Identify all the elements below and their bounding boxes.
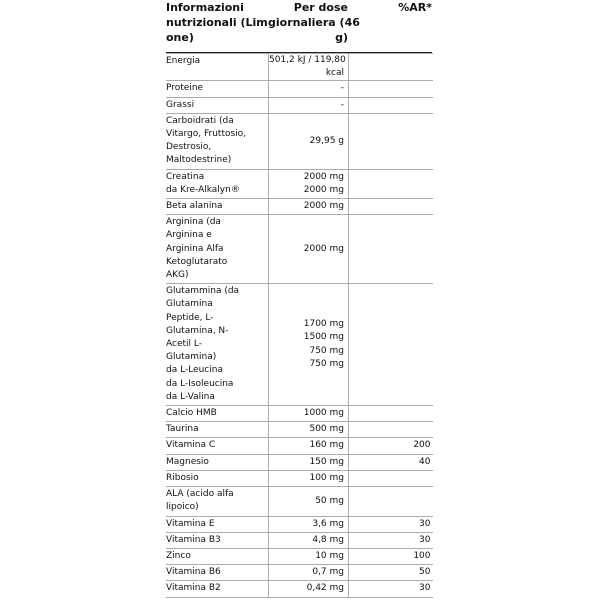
nutrient-name: [166, 516, 269, 532]
dose-value-line: 501,2 kJ / 119,80: [269, 55, 346, 65]
dose-value-line: 29,95 g: [309, 135, 344, 146]
nutrient-name: [166, 581, 269, 597]
table-row: [166, 113, 433, 169]
dose-value: [269, 169, 349, 198]
dose-value-line: 2000 mg: [303, 201, 344, 212]
header-ar-percent: %AR*: [398, 1, 432, 14]
nutrient-name-line: Peptide, L-: [166, 312, 214, 323]
nutrient-name-line: da L-Valina: [166, 391, 215, 402]
nutrient-name-line: Ketoglutarato: [166, 256, 228, 267]
header-col1-line: Informazioni: [166, 1, 244, 14]
table-row: [166, 199, 433, 215]
nutrient-name: [166, 565, 269, 581]
nutrient-name-line: Vitamina B2: [166, 583, 221, 594]
ar-value: 30: [349, 516, 433, 532]
header-col1-line: nutrizionali (Lim: [166, 16, 268, 29]
dose-value-line: 4,8 mg: [312, 534, 344, 545]
dose-value: [269, 406, 349, 422]
dose-value: [269, 516, 349, 532]
ar-value: [349, 81, 433, 97]
nutrient-name-line: Magnesio: [166, 456, 209, 467]
dose-value-line: 0,42 mg: [306, 583, 344, 594]
ar-value: [349, 406, 433, 422]
ar-value: [349, 487, 433, 516]
nutrient-name-line: Glutamina: [166, 299, 213, 310]
nutrition-rows: [166, 53, 433, 598]
ar-value: [349, 215, 433, 284]
ar-value: 40: [349, 454, 433, 470]
nutrient-name: [166, 532, 269, 548]
nutrient-name-line: lipoico): [166, 502, 199, 513]
table-header: [166, 0, 432, 53]
nutrient-name: [166, 454, 269, 470]
nutrient-name-line: Taurina: [166, 424, 199, 435]
dose-value: [269, 81, 349, 97]
dose-value-line: 1000 mg: [303, 408, 344, 419]
ar-value: 30: [349, 581, 433, 597]
table-row: [166, 565, 433, 581]
dose-value-line: 750 mg: [309, 345, 344, 356]
dose-value: [269, 454, 349, 470]
table-row: [166, 97, 433, 113]
table-row: [166, 438, 433, 454]
ar-value: [349, 199, 433, 215]
ar-value: 100: [349, 548, 433, 564]
nutrient-name-line: Vitamina B3: [166, 534, 221, 545]
nutrient-name-line: da L-Leucina: [166, 365, 223, 376]
nutrient-name-line: Energia: [166, 56, 201, 66]
dose-value: [269, 199, 349, 215]
header-nutrition-info: [166, 0, 268, 52]
nutrient-name: [166, 199, 269, 215]
nutrient-name-line: ALA (acido alfa: [166, 489, 234, 500]
nutrient-name-line: Carboidrati (da: [166, 115, 234, 126]
dose-value: [269, 113, 349, 169]
ar-value: [349, 470, 433, 486]
nutrient-name-line: Glutamina): [166, 352, 217, 363]
table-row: [166, 487, 433, 516]
table-row: [166, 406, 433, 422]
nutrient-name-line: Arginina Alfa: [166, 243, 224, 254]
ar-value: [349, 169, 433, 198]
dose-value: [269, 581, 349, 597]
ar-value: 30: [349, 532, 433, 548]
ar-value: [349, 284, 433, 406]
header-col1-line: one): [166, 31, 194, 44]
dose-value: [269, 487, 349, 516]
nutrient-name: [166, 97, 269, 113]
nutrient-name: [166, 169, 269, 198]
dose-value: [269, 215, 349, 284]
nutrition-table: [166, 0, 432, 598]
nutrient-name-line: Proteine: [166, 83, 204, 94]
dose-value: [269, 438, 349, 454]
table-row: [166, 169, 433, 198]
nutrient-name: [166, 422, 269, 438]
dose-value-line: 150 mg: [309, 456, 344, 467]
dose-value: [269, 54, 349, 81]
nutrient-name: [166, 487, 269, 516]
table-row: [166, 54, 433, 81]
dose-value-line: 160 mg: [309, 440, 344, 451]
nutrient-name-line: Acetil L-: [166, 339, 202, 350]
nutrient-name: [166, 470, 269, 486]
ar-value: 200: [349, 438, 433, 454]
nutrient-name: [166, 113, 269, 169]
header-col2-line: Per dose: [293, 1, 348, 14]
dose-value-line: 2000 mg: [303, 184, 344, 195]
dose-value-line: 1700 mg: [303, 319, 344, 330]
table-row: [166, 548, 433, 564]
nutrient-name: [166, 284, 269, 406]
dose-value: [269, 532, 349, 548]
nutrient-name-line: Ribosio: [166, 472, 199, 483]
header-per-dose: [268, 0, 360, 52]
nutrient-name: [166, 81, 269, 97]
header-col2-line: g): [335, 31, 348, 44]
dose-value-line: 3,6 mg: [312, 518, 344, 529]
nutrient-name-line: Glutamina, N-: [166, 325, 229, 336]
nutrient-name-line: Vitamina E: [166, 518, 215, 529]
dose-value: [269, 565, 349, 581]
dose-value-line: -: [340, 99, 344, 110]
dose-value-line: 0,7 mg: [312, 567, 344, 578]
dose-value: [269, 548, 349, 564]
nutrient-name-line: Maltodestrine): [166, 155, 232, 166]
table-row: [166, 532, 433, 548]
nutrient-name-line: Beta alanina: [166, 201, 223, 212]
nutrient-name-line: da L-Isoleucina: [166, 378, 234, 389]
table-row: [166, 422, 433, 438]
table-row: [166, 81, 433, 97]
nutrient-name: [166, 54, 269, 81]
dose-value-line: 1500 mg: [303, 332, 344, 343]
dose-value: [269, 284, 349, 406]
dose-value-line: 750 mg: [309, 358, 344, 369]
nutrient-name-line: Zinco: [166, 550, 191, 561]
nutrient-name-line: Vitargo, Fruttosio,: [166, 129, 247, 140]
nutrient-name-line: Destrosio,: [166, 142, 212, 153]
nutrient-name-line: Arginina e: [166, 230, 212, 241]
ar-value: [349, 54, 433, 81]
dose-value-line: 2000 mg: [303, 243, 344, 254]
ar-value: [349, 113, 433, 169]
nutrient-name-line: Glutammina (da: [166, 286, 240, 297]
dose-value-line: 10 mg: [315, 550, 344, 561]
dose-value-line: 50 mg: [315, 495, 344, 506]
dose-value: [269, 470, 349, 486]
ar-value: 50: [349, 565, 433, 581]
dose-value-line: 2000 mg: [303, 171, 344, 182]
header-col2-line: giornaliera (46: [268, 16, 360, 29]
table-row: [166, 284, 433, 406]
ar-value: [349, 97, 433, 113]
nutrient-name-line: AKG): [166, 270, 189, 281]
dose-value-line: -: [340, 83, 344, 94]
dose-value: [269, 422, 349, 438]
dose-value: [269, 97, 349, 113]
nutrient-name: [166, 548, 269, 564]
nutrient-name-line: Arginina (da: [166, 217, 221, 228]
table-row: [166, 215, 433, 284]
nutrient-name: [166, 406, 269, 422]
dose-value-line: kcal: [325, 68, 344, 79]
table-row: [166, 470, 433, 486]
nutrient-name-line: Vitamina C: [166, 440, 216, 451]
nutrient-name: [166, 215, 269, 284]
nutrient-name: [166, 438, 269, 454]
ar-value: [349, 422, 433, 438]
table-row: [166, 581, 433, 597]
nutrient-name-line: da Kre-Alkalyn®: [166, 184, 240, 195]
nutrient-name-line: Creatina: [166, 171, 205, 182]
table-row: [166, 454, 433, 470]
dose-value-line: 500 mg: [309, 424, 344, 435]
nutrient-name-line: Grassi: [166, 99, 195, 110]
nutrient-name-line: Calcio HMB: [166, 408, 217, 419]
table-row: [166, 516, 433, 532]
nutrient-name-line: Vitamina B6: [166, 567, 221, 578]
dose-value-line: 100 mg: [309, 472, 344, 483]
